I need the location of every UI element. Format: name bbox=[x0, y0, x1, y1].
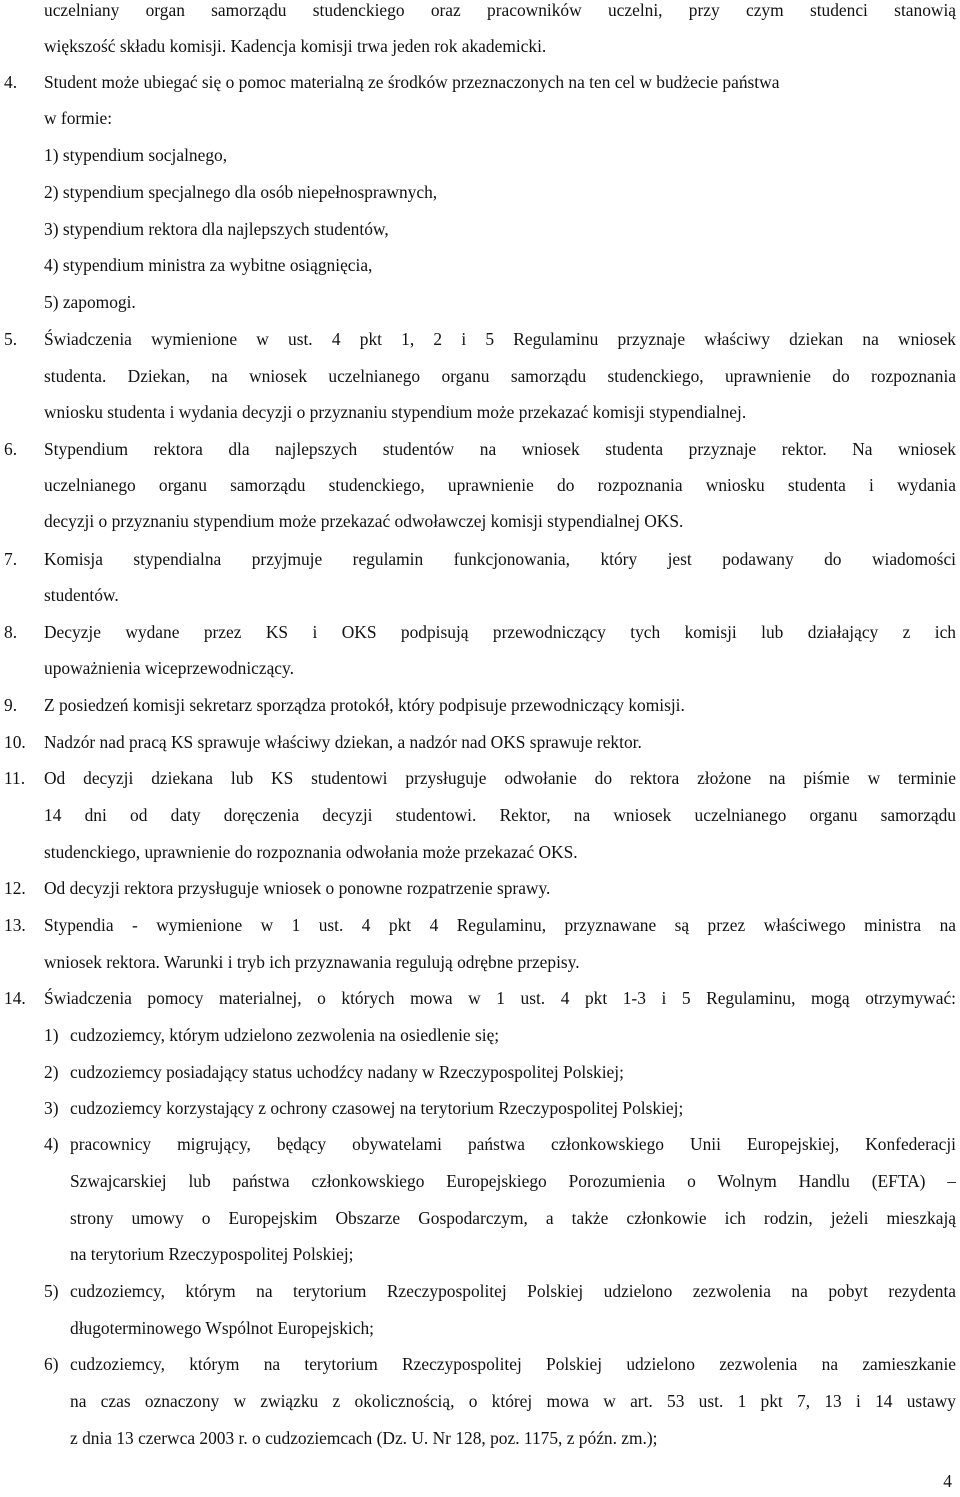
paragraph-number: 5. bbox=[4, 329, 18, 349]
list-number: 4) bbox=[44, 1134, 59, 1154]
list-item: cudzoziemcy, którym na terytorium Rzeczypospolitej Polskiej udzielono zezwolenia na zamieszkanie bbox=[70, 1354, 956, 1374]
paragraph-line: studenta. Dziekan, na wniosek uczelnianego organu samorządu studenckiego, uprawnienie do rozpoznania bbox=[44, 366, 956, 386]
list-item-line: strony umowy o Europejskim Obszarze Gospodarczym, a także członkowie ich rodzin, jeżeli mieszkają bbox=[70, 1208, 956, 1228]
paragraph-line: studenckiego, uprawnienie do rozpoznania odwołania może przekazać OKS. bbox=[44, 842, 578, 862]
paragraph-line: uczelniany organ samorządu studenckiego oraz pracowników uczelni, przy czym studenci stanowią bbox=[44, 0, 956, 20]
list-item: pracownicy migrujący, będący obywatelami państwa członkowskiego Unii Europejskiej, Konfederacji bbox=[70, 1134, 956, 1154]
paragraph-number: 7. bbox=[4, 549, 18, 569]
paragraph-line: studentów. bbox=[44, 585, 119, 605]
paragraph-line: Od decyzji dziekana lub KS studentowi przysługuje odwołanie do rektora złożone na piśmie w terminie bbox=[44, 768, 956, 788]
list-item: cudzoziemcy, którym udzielono zezwolenia na osiedlenie się; bbox=[70, 1025, 500, 1045]
paragraph-line: większość składu komisji. Kadencja komisji trwa jeden rok akademicki. bbox=[44, 36, 547, 56]
paragraph-line: Stypendium rektora dla najlepszych studentów na wniosek studenta przyznaje rektor. Na wniosek bbox=[44, 439, 956, 459]
paragraph-line: 14 dni od daty doręczenia decyzji studentowi. Rektor, na wniosek uczelnianego organu samorządu bbox=[44, 805, 956, 825]
list-number: 2) bbox=[44, 1062, 59, 1082]
list-item-line: długoterminowego Wspólnot Europejskich; bbox=[70, 1318, 374, 1338]
paragraph-line: decyzji o przyznaniu stypendium może przekazać odwoławczej komisji stypendialnej OKS. bbox=[44, 511, 684, 531]
list-item-line: Szwajcarskiej lub państwa członkowskiego Europejskiego Porozumienia o Wolnym Handlu (EFTA) – bbox=[70, 1171, 956, 1191]
list-item: 3) stypendium rektora dla najlepszych studentów, bbox=[44, 219, 389, 239]
paragraph-number: 12. bbox=[4, 878, 26, 898]
list-number: 1) bbox=[44, 1025, 59, 1045]
list-item-line: z dnia 13 czerwca 2003 r. o cudzoziemcach (Dz. U. Nr 128, poz. 1175, z późn. zm.); bbox=[70, 1428, 658, 1448]
paragraph-line: w formie: bbox=[44, 108, 113, 128]
paragraph-line: Świadczenia pomocy materialnej, o których mowa w 1 ust. 4 pkt 1-3 i 5 Regulaminu, mogą otrzymywać: bbox=[44, 988, 956, 1008]
paragraph-number: 4. bbox=[4, 72, 18, 92]
paragraph-line: Stypendia - wymienione w 1 ust. 4 pkt 4 Regulaminu, przyznawane są przez właściwego ministra na bbox=[44, 915, 956, 935]
paragraph-number: 6. bbox=[4, 439, 18, 459]
paragraph-line: uczelnianego organu samorządu studenckiego, uprawnienie do rozpoznania wniosku studenta i wydania bbox=[44, 475, 956, 495]
list-item: 4) stypendium ministra za wybitne osiągnięcia, bbox=[44, 255, 373, 275]
list-number: 3) bbox=[44, 1098, 59, 1118]
paragraph-number: 8. bbox=[4, 622, 18, 642]
paragraph-number: 11. bbox=[4, 768, 26, 788]
paragraph-number: 9. bbox=[4, 695, 18, 715]
list-number: 6) bbox=[44, 1354, 59, 1374]
list-item: 5) zapomogi. bbox=[44, 292, 136, 312]
list-item: 1) stypendium socjalnego, bbox=[44, 145, 228, 165]
paragraph-number: 10. bbox=[4, 732, 26, 752]
paragraph-line: Student może ubiegać się o pomoc materialną ze środków przeznaczonych na ten cel w budżecie państwa bbox=[44, 72, 780, 92]
paragraph-number: 14. bbox=[4, 988, 26, 1008]
list-item: cudzoziemcy posiadający status uchodźcy nadany w Rzeczypospolitej Polskiej; bbox=[70, 1062, 624, 1082]
paragraph-line: wniosku studenta i wydania decyzji o przyznaniu stypendium może przekazać komisji stypendialnej. bbox=[44, 402, 747, 422]
page-number: 4 bbox=[943, 1471, 952, 1491]
list-item: cudzoziemcy, którym na terytorium Rzeczypospolitej Polskiej udzielono zezwolenia na pobyt rezydenta bbox=[70, 1281, 956, 1301]
list-item: cudzoziemcy korzystający z ochrony czasowej na terytorium Rzeczypospolitej Polskiej; bbox=[70, 1098, 684, 1118]
paragraph-line: upoważnienia wiceprzewodniczący. bbox=[44, 658, 294, 678]
paragraph-line: Świadczenia wymienione w ust. 4 pkt 1, 2 i 5 Regulaminu przyznaje właściwy dziekan na wniosek bbox=[44, 329, 956, 349]
list-number: 5) bbox=[44, 1281, 59, 1301]
paragraph-number: 13. bbox=[4, 915, 26, 935]
paragraph-line: Z posiedzeń komisji sekretarz sporządza protokół, który podpisuje przewodniczący komisji. bbox=[44, 695, 685, 715]
paragraph-line: Nadzór nad pracą KS sprawuje właściwy dziekan, a nadzór nad OKS sprawuje rektor. bbox=[44, 732, 642, 752]
paragraph-line: Decyzje wydane przez KS i OKS podpisują przewodniczący tych komisji lub działający z ich bbox=[44, 622, 956, 642]
paragraph-line: wniosek rektora. Warunki i tryb ich przyznawania regulują odrębne przepisy. bbox=[44, 952, 580, 972]
paragraph-line: Od decyzji rektora przysługuje wniosek o ponowne rozpatrzenie sprawy. bbox=[44, 878, 551, 898]
list-item-line: na czas oznaczony w związku z okolicznością, o której mowa w art. 53 ust. 1 pkt 7, 13 i 14 ustawy bbox=[70, 1391, 956, 1411]
list-item: 2) stypendium specjalnego dla osób niepełnosprawnych, bbox=[44, 182, 438, 202]
list-item-line: na terytorium Rzeczypospolitej Polskiej; bbox=[70, 1244, 354, 1264]
paragraph-line: Komisja stypendialna przyjmuje regulamin funkcjonowania, który jest podawany do wiadomości bbox=[44, 549, 956, 569]
